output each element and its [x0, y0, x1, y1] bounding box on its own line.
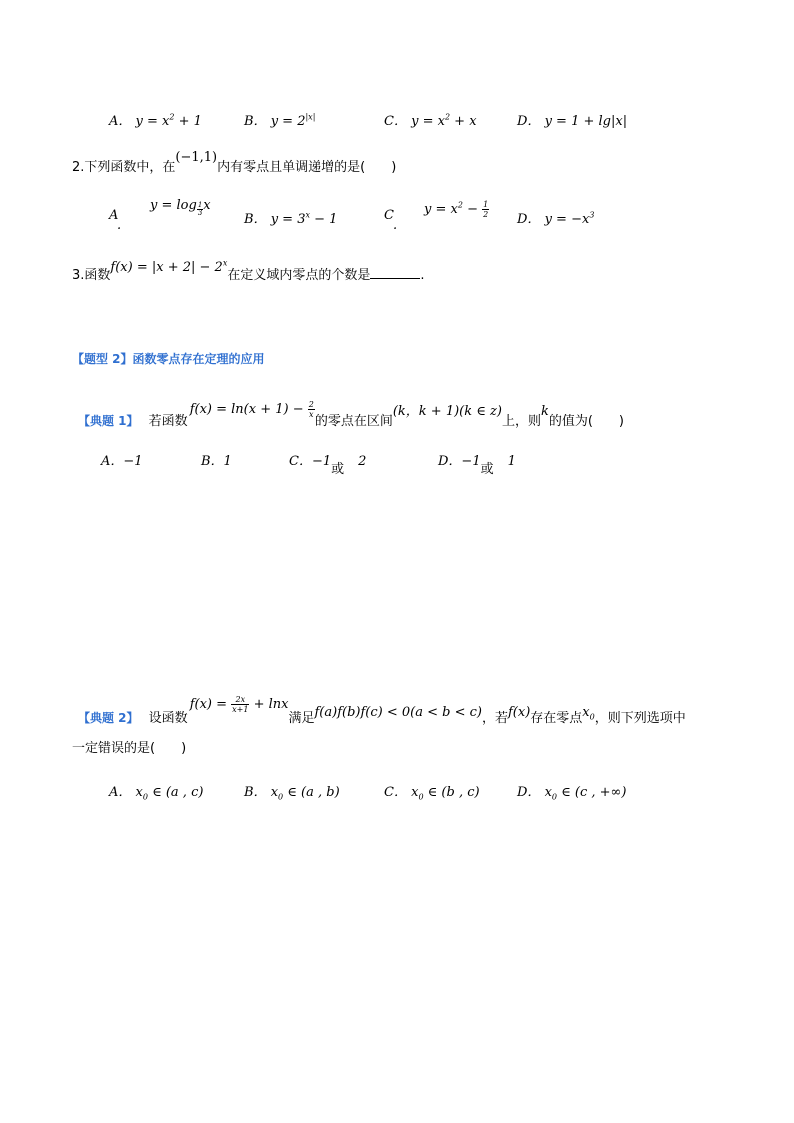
example1-stem: 【典题 1】 若函数f(x) = ln(x + 1) − $\frac{2}{x}$ 的零点在区间(k，k + 1)(k ∈ z)上，则k的值为( )	[78, 400, 624, 429]
q1-option-c: C． $y = x^2 + x$	[384, 112, 477, 129]
example2-option-d: D． $x_0$ ∈ (c , +∞)	[517, 785, 627, 802]
example1-option-c: C．−1或2	[289, 454, 367, 477]
example1-option-b: B．1	[201, 454, 232, 469]
q2-option-c-dot: .	[393, 218, 398, 233]
example2-option-b: B． $x_0$ ∈ (a , b)	[244, 785, 340, 802]
q2-option-c-expr: $y = x^2$ − $\frac{1}{2}$	[424, 200, 489, 219]
q1-option-a: A． $y = x^2 + 1$	[109, 112, 202, 129]
q2-option-b: B． $y = 3^x - 1$	[244, 210, 338, 227]
q2-option-a-label: A	[109, 208, 119, 223]
example2-option-a: A． $x_0$ ∈ (a , c)	[109, 785, 204, 802]
section-heading: 【题型 2】函数零点存在定理的应用	[72, 352, 265, 366]
answer-blank[interactable]	[370, 266, 420, 279]
example2-stem-line2: 一定错误的是( )	[72, 741, 187, 756]
example2-option-c: C． $x_0$ ∈ (b , c)	[384, 785, 480, 802]
q1-option-b: B． $y = 2^{|x|}$	[244, 112, 316, 129]
example2-tag: 【典题 2】	[78, 711, 139, 725]
q1-option-d: D． y = 1 + lg|x|	[517, 114, 628, 129]
q2-stem: 2.下列函数中，在(−1,1)内有零点且单调递增的是( )	[72, 150, 397, 175]
example1-tag: 【典题 1】	[78, 414, 139, 428]
example1-option-d: D．−1或1	[438, 454, 516, 477]
q2-option-a-expr: y = log $\frac{1}{3}$ x	[150, 198, 211, 217]
example2-stem: 【典题 2】 设函数f(x) = $\frac{2x}{x+1}$ + lnx满足f(a)f(b)f(c) < 0(a < b < c)，若f(x)存在零点$x_0$，则下列选项中	[78, 695, 686, 726]
q2-option-c-label: C	[384, 208, 394, 223]
q3-stem: 3.函数$f(x) = |x + 2| - 2^x$在定义域内零点的个数是 .	[72, 258, 425, 283]
q2-option-d: D． $y = -x^3$	[517, 210, 595, 227]
example1-option-a: A．−1	[101, 454, 143, 469]
q2-option-a-dot: .	[117, 218, 122, 233]
